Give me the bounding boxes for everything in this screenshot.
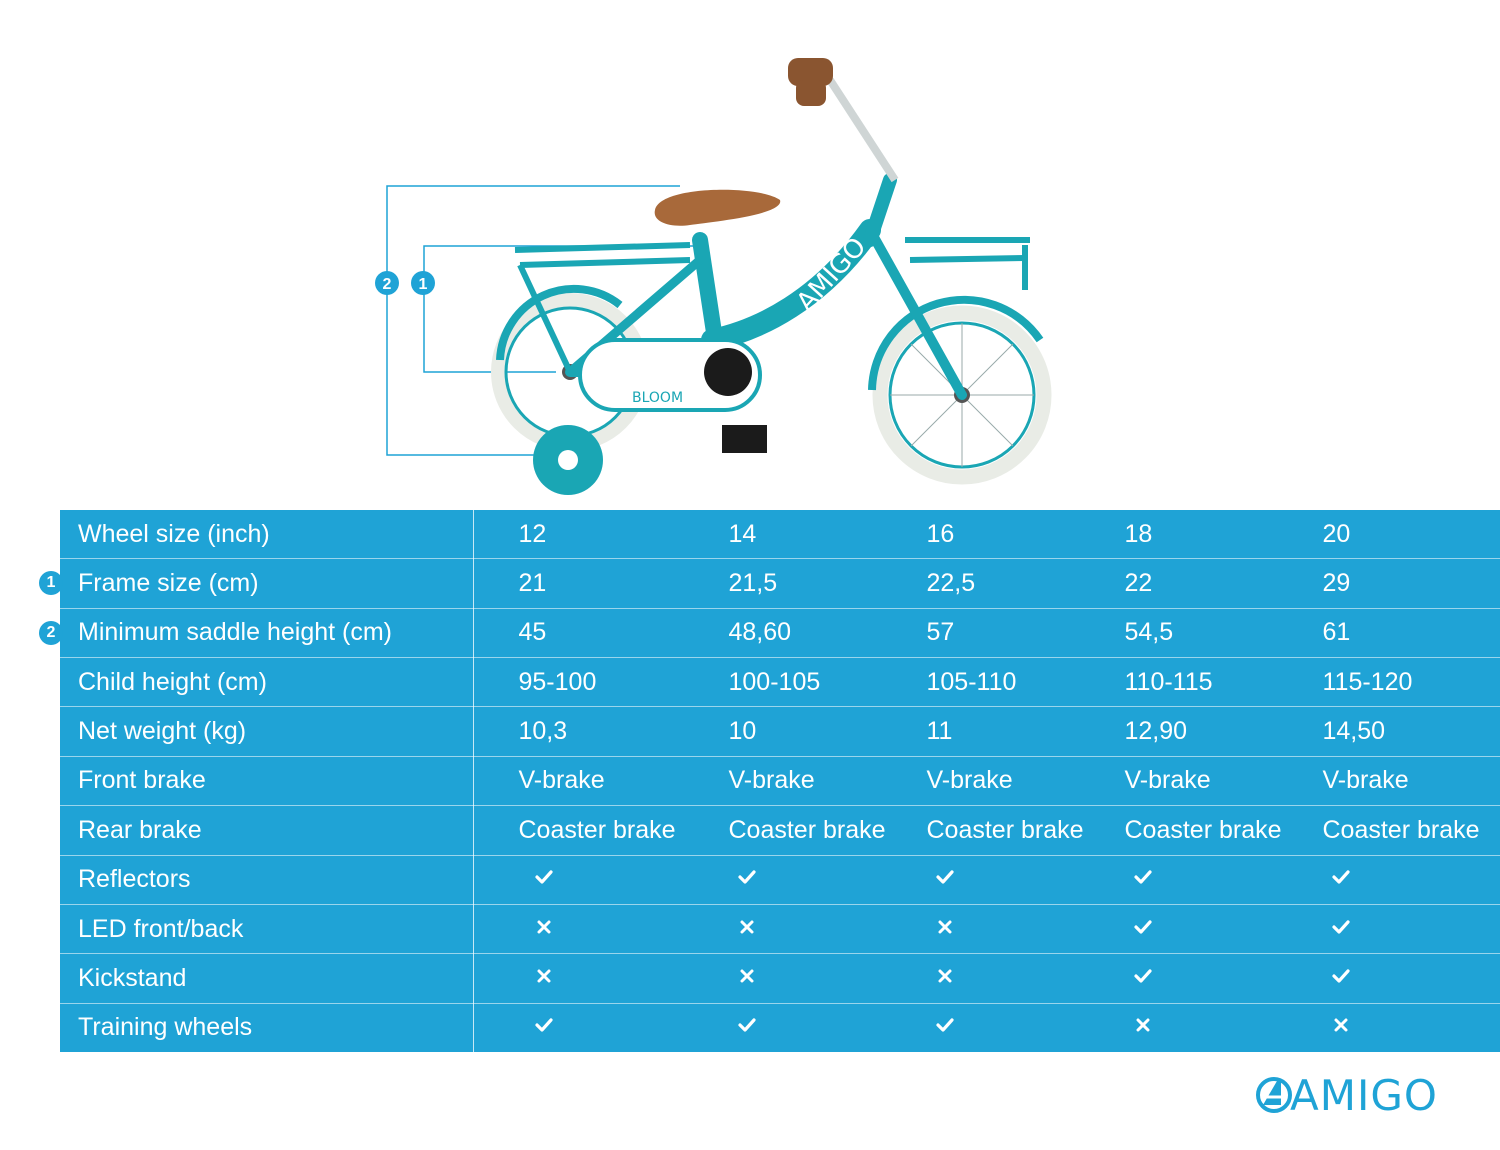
check-icon	[1313, 904, 1500, 953]
cross-icon	[473, 954, 719, 1003]
row-label: Wheel size (inch)	[60, 510, 473, 559]
row-label: Minimum saddle height (cm)	[60, 608, 473, 657]
check-icon	[1313, 954, 1500, 1003]
handlebar	[788, 58, 895, 180]
check-icon	[473, 1003, 719, 1052]
cross-icon	[917, 904, 1115, 953]
check-icon	[473, 855, 719, 904]
table-cell: 20	[1313, 510, 1500, 559]
row-label: Front brake	[60, 756, 473, 805]
table-row	[60, 608, 1500, 657]
table-row	[60, 510, 1500, 559]
table-cell: 14	[719, 510, 917, 559]
cross-icon	[917, 954, 1115, 1003]
check-icon	[917, 1003, 1115, 1052]
table-cell: 10	[719, 707, 917, 756]
table-cell: 54,5	[1115, 608, 1313, 657]
spec-table	[60, 510, 1500, 1052]
table-cell: V-brake	[917, 756, 1115, 805]
table-cell: 29	[1313, 559, 1500, 608]
training-wheel	[533, 425, 603, 495]
table-cell: 45	[473, 608, 719, 657]
cross-icon	[1313, 1003, 1500, 1052]
table-cell: Coaster brake	[917, 806, 1115, 855]
table-cell: 95-100	[473, 658, 719, 707]
cross-icon	[719, 904, 917, 953]
table-row	[60, 954, 1500, 1003]
svg-text:1: 1	[418, 276, 428, 293]
check-icon	[1115, 904, 1313, 953]
table-cell: V-brake	[1313, 756, 1500, 805]
table-cell: V-brake	[473, 756, 719, 805]
cross-icon	[1115, 1003, 1313, 1052]
check-icon	[917, 855, 1115, 904]
table-cell: 18	[1115, 510, 1313, 559]
check-icon	[1115, 954, 1313, 1003]
table-cell: 22,5	[917, 559, 1115, 608]
table-cell: 22	[1115, 559, 1313, 608]
badge-one-marker	[411, 271, 435, 295]
table-cell: 105-110	[917, 658, 1115, 707]
check-icon	[1115, 855, 1313, 904]
table-cell: Coaster brake	[719, 806, 917, 855]
cross-icon	[719, 954, 917, 1003]
table-row	[60, 1003, 1500, 1052]
table-cell: V-brake	[1115, 756, 1313, 805]
table-row	[60, 707, 1500, 756]
table-cell: 16	[917, 510, 1115, 559]
table-cell: 61	[1313, 608, 1500, 657]
table-row	[60, 559, 1500, 608]
row-label: Training wheels	[60, 1003, 473, 1052]
row-label: Child height (cm)	[60, 658, 473, 707]
row-label: Frame size (cm)	[60, 559, 473, 608]
table-cell: 100-105	[719, 658, 917, 707]
table-cell: 110-115	[1115, 658, 1313, 707]
frame-brand-text: AMIGO	[790, 231, 873, 318]
table-cell: 48,60	[719, 608, 917, 657]
table-cell: 21	[473, 559, 719, 608]
bike-illustration	[0, 0, 1500, 500]
svg-text:2: 2	[382, 276, 392, 293]
table-cell: 115-120	[1313, 658, 1500, 707]
measurement-lines	[387, 186, 695, 455]
crank	[704, 348, 752, 396]
table-cell: Coaster brake	[1313, 806, 1500, 855]
table-cell: 14,50	[1313, 707, 1500, 756]
row-label: Net weight (kg)	[60, 707, 473, 756]
table-cell: Coaster brake	[1115, 806, 1313, 855]
table-row	[60, 658, 1500, 707]
check-icon	[719, 855, 917, 904]
table-cell: 11	[917, 707, 1115, 756]
row-number-badge: 2	[39, 621, 63, 645]
table-cell: 12,90	[1115, 707, 1313, 756]
row-label: Rear brake	[60, 806, 473, 855]
row-label: LED front/back	[60, 904, 473, 953]
row-number-badge: 1	[39, 571, 63, 595]
cross-icon	[473, 904, 719, 953]
table-cell: 12	[473, 510, 719, 559]
check-icon	[719, 1003, 917, 1052]
check-icon	[1313, 855, 1500, 904]
badge-two-marker	[375, 271, 399, 295]
table-cell: 57	[917, 608, 1115, 657]
svg-text:BLOOM: BLOOM	[632, 390, 684, 406]
table-row	[60, 756, 1500, 805]
pedal	[722, 425, 767, 453]
table-row	[60, 904, 1500, 953]
brand-logo-text: AMIGO	[1290, 1071, 1438, 1120]
front-rack	[905, 240, 1030, 290]
saddle	[655, 190, 781, 226]
table-row	[60, 855, 1500, 904]
table-row	[60, 806, 1500, 855]
table-cell: V-brake	[719, 756, 917, 805]
row-label: Kickstand	[60, 954, 473, 1003]
logo-emblem-icon	[1258, 1079, 1290, 1111]
table-cell: 21,5	[719, 559, 917, 608]
row-label: Reflectors	[60, 855, 473, 904]
table-cell: 10,3	[473, 707, 719, 756]
table-cell: Coaster brake	[473, 806, 719, 855]
